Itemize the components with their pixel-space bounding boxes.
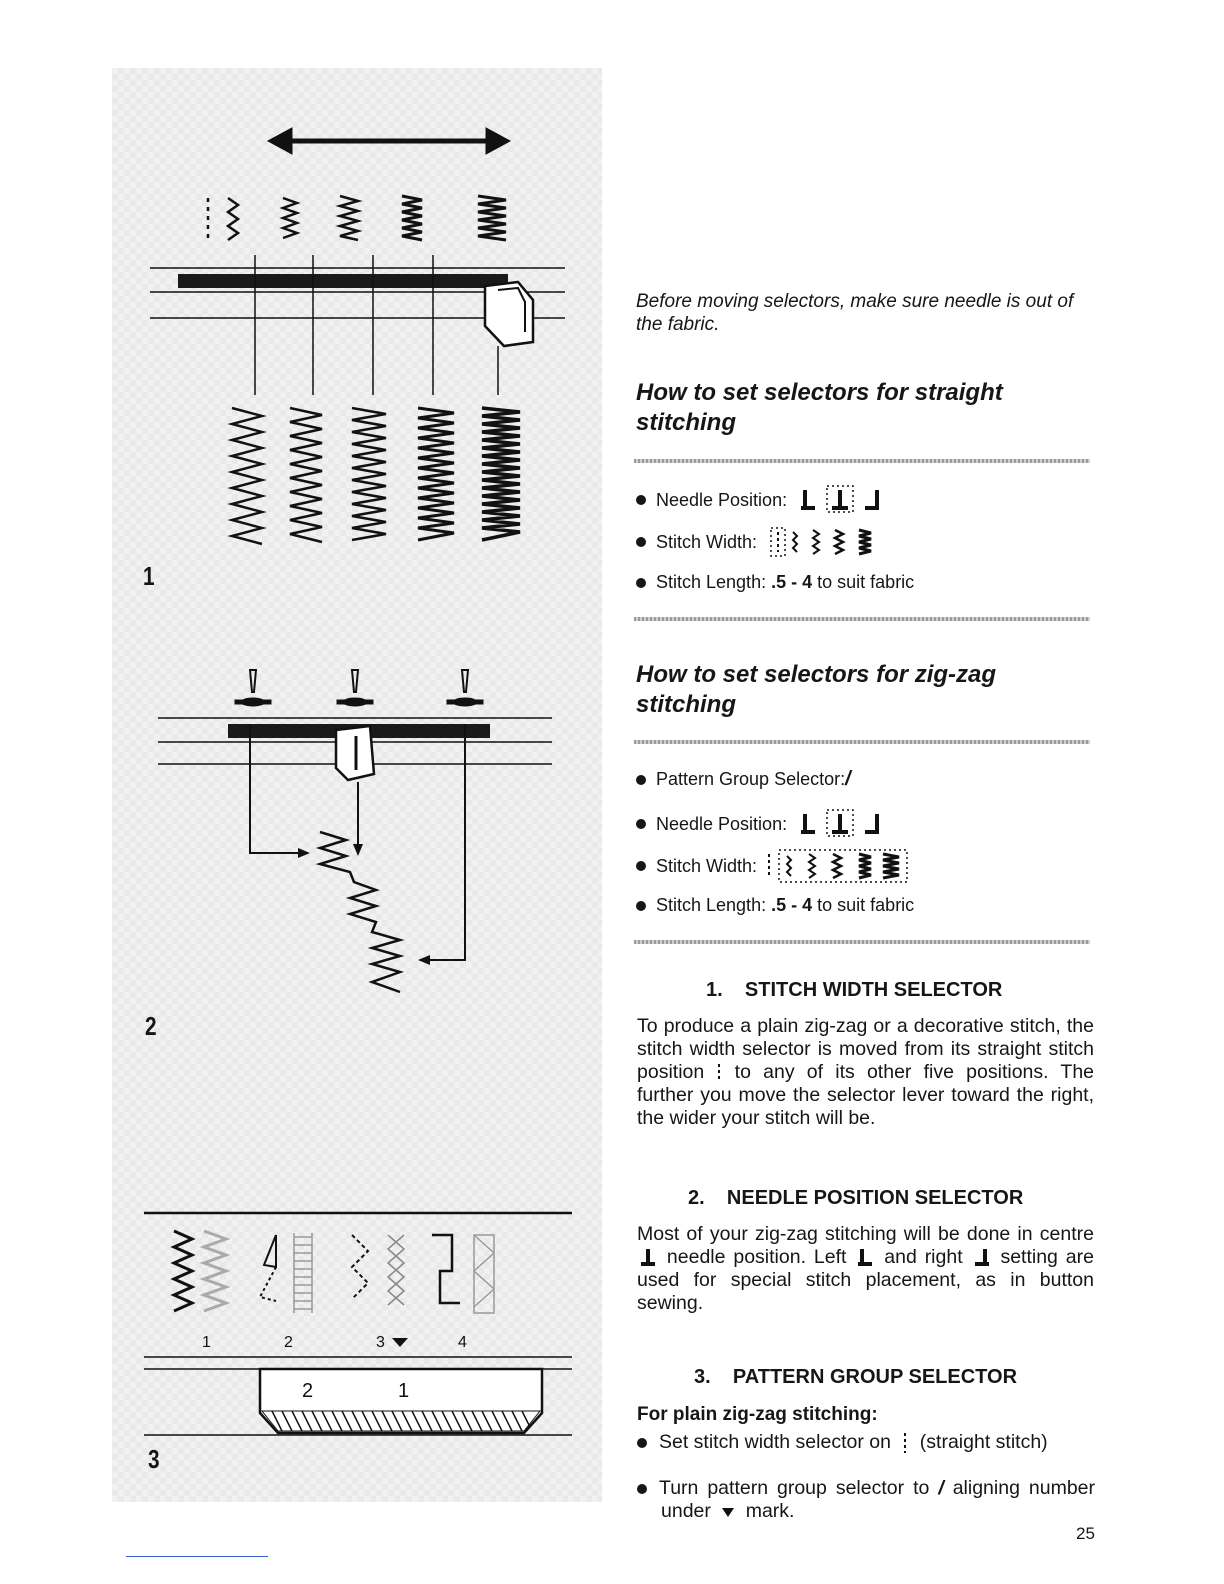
zigzag-heading: How to set selectors for zig-zag stitching: [636, 661, 997, 718]
zigzag-length-row: [636, 895, 914, 916]
double-arrow-icon: [268, 128, 510, 154]
bullet-icon: [636, 901, 646, 911]
section-3-bullet-1-a: Set stitch width selector on: [659, 1431, 891, 1453]
section-3-bullet-2: [637, 1477, 1095, 1523]
zigzag-width-row: [636, 848, 915, 884]
straight-needle-row: [636, 484, 897, 516]
figure-3-number: 3: [148, 1444, 160, 1474]
section-2-text-e: setting are used for special stitch placement, as in button sewing.: [637, 1246, 1094, 1314]
needle-right-icon: [447, 670, 483, 706]
bullet-icon: [636, 495, 646, 505]
section-1-text: [637, 1015, 1094, 1130]
figure-2-needle-position-diagram: [150, 660, 570, 1000]
page-number: 25: [1076, 1524, 1095, 1543]
needle-centre-icon: [337, 670, 373, 706]
zigzag-needle-label: Needle Position:: [656, 813, 788, 834]
section-3-bullet-2-d: mark.: [745, 1500, 795, 1522]
zigzag-length-label: Stitch Length:: [656, 895, 767, 915]
section-1-text-a: To produce a plain zig-zag or a decorative stitch, the stitch width selector is moved from its straight stitch position: [637, 1015, 1094, 1083]
zigzag-pattern-label: Pattern Group Selector:: [656, 769, 846, 789]
section-1-title: STITCH WIDTH SELECTOR: [744, 979, 1003, 1001]
section-2-text-a: Most of your zig-zag stitching will be done in centre: [637, 1223, 1094, 1245]
figure-3-pattern-group-diagram: [142, 1205, 577, 1445]
section-2-text-b: needle position.: [666, 1246, 806, 1268]
needle-right-icon: [971, 1247, 993, 1269]
zigzag-pattern-value: /: [845, 768, 851, 790]
section-3-bullet-1-b: (straight stitch): [919, 1431, 1048, 1453]
straight-length-label: Stitch Length:: [656, 572, 767, 592]
section-3-title: PATTERN GROUP SELECTOR: [732, 1366, 1018, 1388]
section-3-number: 3.: [694, 1366, 711, 1388]
bullet-icon: [636, 578, 646, 588]
fig3-label-1: 1: [202, 1334, 211, 1351]
section-1-text-b: to any of its other five positions. The further you move the selector lever toward the right, the wider your stitch will be.: [637, 1061, 1095, 1129]
section-3-subheading: For plain zig-zag stitching:: [637, 1404, 878, 1425]
section-3-bullet-1: [637, 1431, 1095, 1454]
zigzag-length-value: .5 - 4: [771, 895, 813, 915]
divider: [634, 940, 1090, 944]
bullet-icon: [636, 537, 646, 547]
section-2-title: NEEDLE POSITION SELECTOR: [726, 1187, 1024, 1209]
section-3-bullet-2-a: Turn pattern group selector to: [659, 1477, 930, 1499]
needle-left-icon: [235, 670, 271, 706]
bullet-icon: [637, 1438, 647, 1448]
figure-1-stitch-width-diagram: [140, 110, 580, 570]
straight-length-row: [636, 572, 914, 593]
section-2-text-c: Left: [813, 1246, 847, 1268]
straight-needle-label: Needle Position:: [656, 489, 788, 510]
straight-length-suffix: to suit fabric: [817, 572, 915, 592]
straight-heading: How to set selectors for straight stitching: [636, 379, 1003, 436]
section-2-heading: [688, 1187, 1023, 1210]
bullet-icon: [636, 775, 646, 785]
bullet-icon: [637, 1484, 647, 1494]
bullet-icon: [636, 819, 646, 829]
needle-position-icons: [797, 808, 897, 840]
bottom-link-underline: [126, 1556, 268, 1557]
section-1-heading: [706, 979, 1002, 1002]
section-3-heading: [694, 1366, 1017, 1389]
dial-label-1: 1: [398, 1380, 410, 1402]
straight-width-label: Stitch Width:: [656, 531, 758, 552]
dial-label-2: 2: [302, 1380, 314, 1402]
straight-stitch-icon: [896, 1432, 914, 1454]
zigzag-pattern-row: [636, 768, 851, 791]
fig3-label-2: 2: [284, 1334, 293, 1351]
straight-length-value: .5 - 4: [771, 572, 813, 592]
zigzag-length-suffix: to suit fabric: [817, 895, 915, 915]
section-2-number: 2.: [688, 1187, 705, 1209]
divider: [634, 459, 1090, 463]
pointer-mark-icon: [716, 1505, 740, 1519]
section-2-text-d: and right: [884, 1246, 963, 1268]
divider: [634, 740, 1090, 744]
section-3-bullet-2-c: aligning number under: [661, 1477, 1096, 1522]
stitch-width-icons: [765, 848, 915, 884]
needle-position-icons: [797, 484, 897, 516]
divider: [634, 617, 1090, 621]
straight-width-row: [636, 526, 917, 558]
figure-2-number: 2: [145, 1011, 157, 1041]
zigzag-needle-row: [636, 808, 897, 840]
pointer-mark-icon: [392, 1338, 408, 1347]
straight-stitch-icon: [716, 1063, 722, 1083]
section-3-bullet-2-b: /: [938, 1477, 944, 1499]
section-2-text: [637, 1223, 1094, 1315]
figure-1-number: 1: [143, 561, 155, 591]
fig3-label-3: 3: [376, 1334, 385, 1351]
bullet-icon: [636, 861, 646, 871]
needle-centre-icon: [637, 1247, 659, 1269]
needle-left-icon: [854, 1247, 876, 1269]
zigzag-width-label: Stitch Width:: [656, 855, 758, 876]
fig3-label-4: 4: [458, 1334, 467, 1351]
intro-note: Before moving selectors, make sure needle is out of the fabric.: [636, 291, 1074, 335]
stitch-width-icons: [767, 526, 917, 558]
section-1-number: 1.: [706, 979, 723, 1001]
